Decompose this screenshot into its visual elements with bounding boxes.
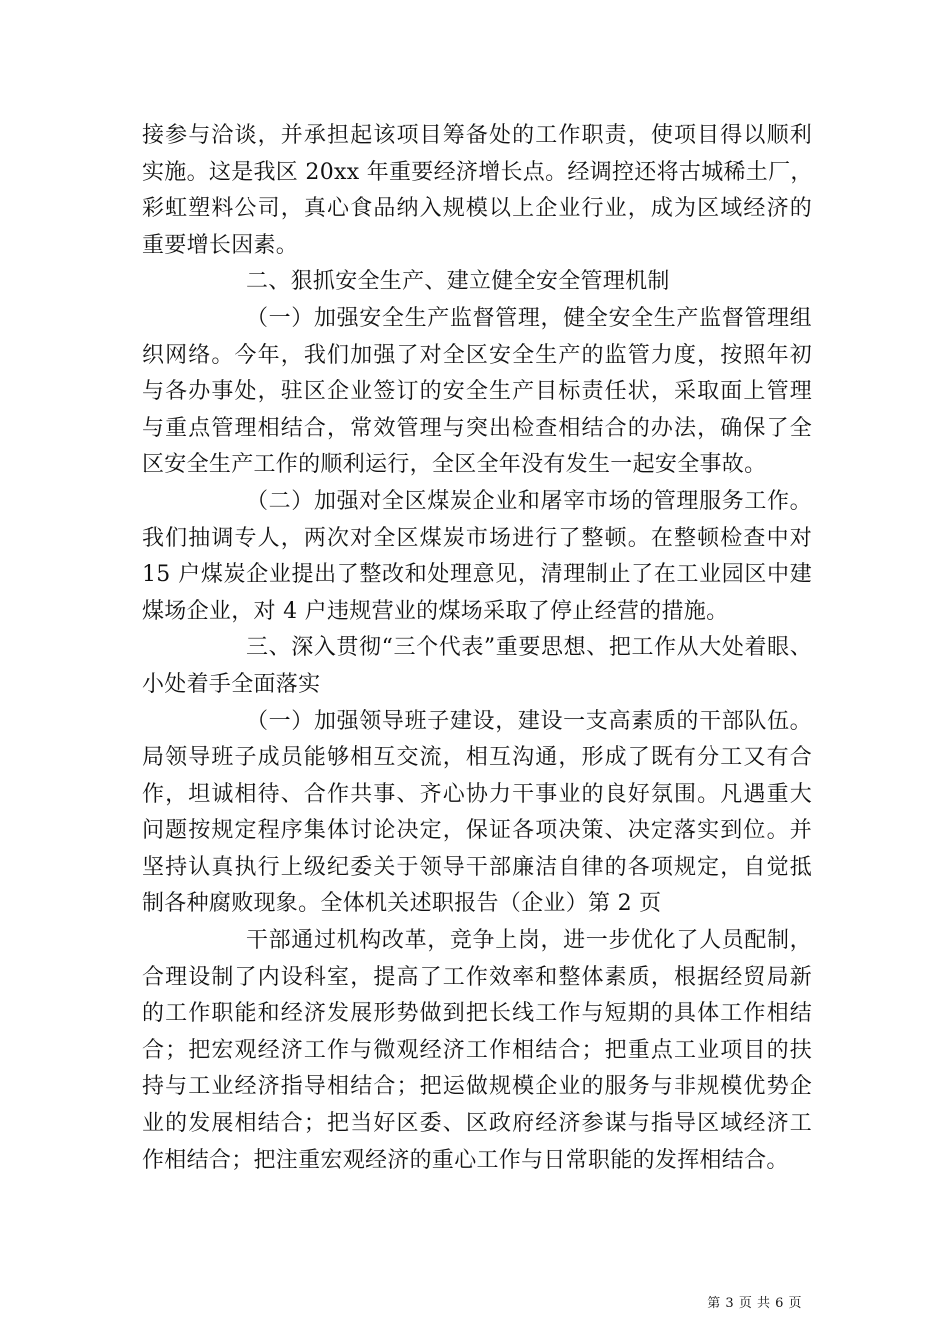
- text-line: 制各种腐败现象。全体机关述职报告（企业）第 2 页: [142, 891, 662, 917]
- page-number-footer: 第 3 页 共 6 页: [707, 1296, 802, 1311]
- text-line: 与各办事处，驻区企业签订的安全生产目标责任状，采取面上管理: [142, 379, 812, 405]
- heading-text: 二、狠抓安全生产、建立健全安全管理机制: [246, 269, 670, 295]
- text-line: 业的发展相结合；把当好区委、区政府经济参谋与指导区域经济工: [142, 1111, 812, 1137]
- text-line: 合；把宏观经济工作与微观经济工作相结合；把重点工业项目的扶: [142, 1037, 812, 1063]
- text-line: 合理设制了内设科室，提高了工作效率和整体素质，根据经贸局新: [142, 964, 812, 990]
- paragraph-leadership: [142, 704, 812, 924]
- text-line: （一）加强领导班子建设，建设一支高素质的干部队伍。: [246, 708, 812, 734]
- heading-text: 小处着手全面落实: [142, 671, 321, 697]
- section-heading-2: [142, 264, 812, 301]
- text-line: 坚持认真执行上级纪委关于领导干部廉洁自律的各项规定，自觉抵: [142, 854, 812, 880]
- text-line: 持与工业经济指导相结合；把运做规模企业的服务与非规模优势企: [142, 1074, 812, 1100]
- paragraph-reform: [142, 923, 812, 1179]
- text-line: 接参与洽谈，并承担起该项目筹备处的工作职责，使项目得以顺利: [142, 123, 812, 148]
- paragraph-continuation: [142, 118, 812, 264]
- text-line: 问题按规定程序集体讨论决定，保证各项决策、决定落实到位。并: [142, 818, 812, 844]
- document-body: [142, 118, 812, 1179]
- text-line: 15 户煤炭企业提出了整改和处理意见，清理制止了在工业园区中建: [142, 562, 812, 588]
- text-line: 区安全生产工作的顺利运行，全区全年没有发生一起安全事故。: [142, 452, 767, 478]
- section-heading-3: [142, 630, 812, 703]
- text-line: 作相结合；把注重宏观经济的重心工作与日常职能的发挥相结合。: [142, 1147, 789, 1173]
- text-line: 局领导班子成员能够相互交流，相互沟通，形成了既有分工又有合: [142, 745, 812, 771]
- text-line: 煤场企业，对 4 户违规营业的煤场采取了停止经营的措施。: [142, 598, 729, 624]
- text-line: 我们抽调专人，两次对全区煤炭市场进行了整顿。在整顿检查中对: [142, 525, 812, 551]
- text-line: 作，坦诚相待、合作共事、齐心协力干事业的良好氛围。凡遇重大: [142, 781, 812, 807]
- text-line: 重要增长因素。: [142, 232, 299, 258]
- text-line: 实施。这是我区 20xx 年重要经济增长点。经调控还将古城稀土厂，: [142, 159, 813, 185]
- paragraph-coal-market: [142, 484, 812, 630]
- text-line: 织网络。今年，我们加强了对全区安全生产的监管力度，按照年初: [142, 342, 812, 368]
- paragraph-safety-supervision: [142, 301, 812, 484]
- heading-text: 三、深入贯彻“三个代表”重要思想、把工作从大处着眼、: [246, 635, 812, 661]
- text-line: 干部通过机构改革，竞争上岗，进一步优化了人员配制，: [246, 928, 812, 954]
- text-line: （二）加强对全区煤炭企业和屠宰市场的管理服务工作。: [246, 488, 812, 514]
- text-line: （一）加强安全生产监督管理，健全安全生产监督管理组: [246, 305, 812, 331]
- text-line: 彩虹塑料公司，真心食品纳入规模以上企业行业，成为区域经济的: [142, 196, 812, 222]
- text-line: 的工作职能和经济发展形势做到把长线工作与短期的具体工作相结: [142, 1001, 812, 1027]
- text-line: 与重点管理相结合，常效管理与突出检查相结合的办法，确保了全: [142, 415, 812, 441]
